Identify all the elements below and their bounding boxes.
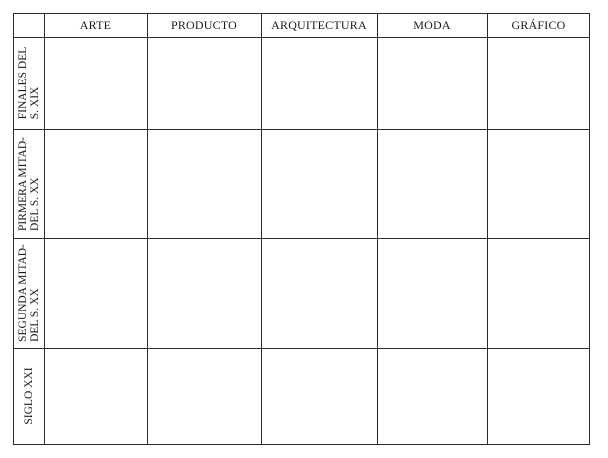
table-cell <box>488 239 589 348</box>
table-horizontal-rule <box>13 13 590 14</box>
table-vertical-rule <box>589 13 590 445</box>
row-header-line: FINALES DEL <box>16 46 29 120</box>
table-vertical-rule <box>261 13 262 445</box>
row-header-finales-s-xix <box>13 37 44 129</box>
column-header-moda: MODA <box>413 17 451 32</box>
row-header-line: SEGUNDA MITAD- <box>16 244 29 342</box>
row-header-line: DEL S. XX <box>28 288 41 342</box>
table-cell <box>45 38 147 129</box>
table-horizontal-rule <box>13 348 590 349</box>
column-header-producto: PRODUCTO <box>170 17 238 32</box>
table-cell <box>378 130 487 238</box>
table-horizontal-rule <box>13 238 590 239</box>
row-header-line: SIGLO XXI <box>22 367 35 425</box>
table-cell <box>262 239 377 348</box>
row-header-siglo-xxi <box>13 348 44 444</box>
table-cell <box>45 239 147 348</box>
column-header-arquitectura: ARQUITECTURA <box>271 17 367 32</box>
table-cell <box>378 239 487 348</box>
table-vertical-rule <box>487 13 488 445</box>
table-vertical-rule <box>377 13 378 445</box>
table-horizontal-rule <box>13 444 590 445</box>
table-cell <box>148 239 261 348</box>
table-horizontal-rule <box>13 37 590 38</box>
table-vertical-rule <box>44 13 45 445</box>
table-cell <box>488 38 589 129</box>
column-header-arte: ARTE <box>79 17 112 32</box>
table-cell <box>262 349 377 444</box>
table-cell <box>262 38 377 129</box>
table-vertical-rule <box>147 13 148 445</box>
table-cell <box>262 130 377 238</box>
table-cell <box>148 130 261 238</box>
table-cell <box>488 349 589 444</box>
row-header-primera-mitad-s-xx <box>13 129 44 238</box>
table-cell <box>45 349 147 444</box>
table-cell <box>45 130 147 238</box>
table-cell <box>148 38 261 129</box>
table-horizontal-rule <box>13 129 590 130</box>
table-cell <box>148 349 261 444</box>
row-header-line: DEL S. XX <box>28 176 41 231</box>
table-cell <box>378 349 487 444</box>
column-header-grafico: GRÁFICO <box>511 17 566 32</box>
table-cell <box>378 38 487 129</box>
table-vertical-rule <box>13 13 14 445</box>
row-header-line: PIRMERA MITAD- <box>16 136 29 231</box>
row-header-line: S. XIX <box>28 86 41 120</box>
table-cell <box>488 130 589 238</box>
row-header-segunda-mitad-s-xx <box>13 238 44 348</box>
